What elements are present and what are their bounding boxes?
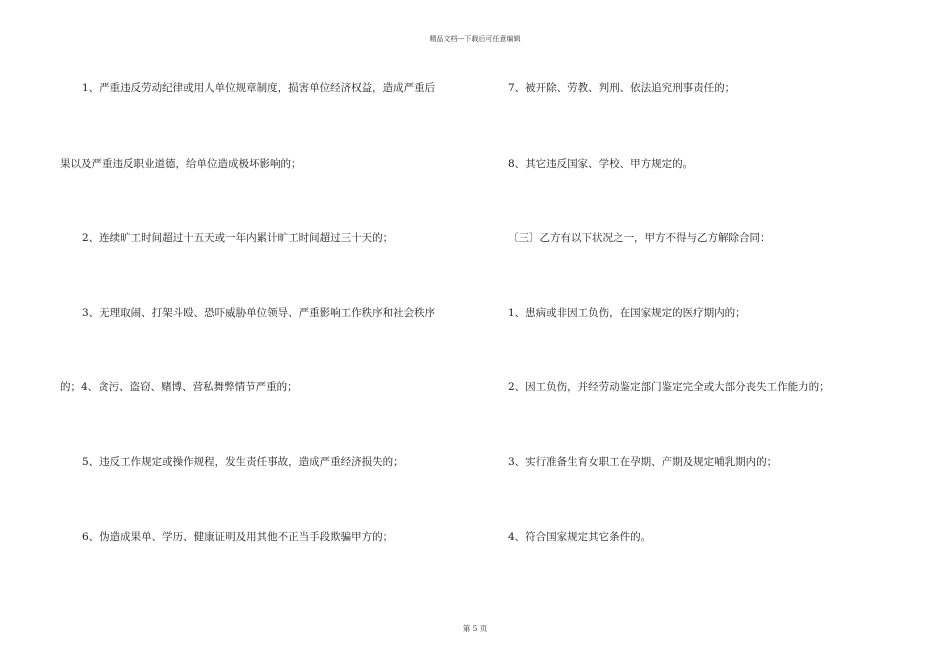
right-line-1: 7、被开除、劳教、判刑、依法追究刑事责任的； — [508, 82, 736, 94]
left-line-1: 1、严重违反劳动纪律或用人单位规章制度，损害单位经济权益，造成严重后 — [82, 82, 436, 94]
right-line-3: 〔三〕乙方有以下状况之一，甲方不得与乙方解除合同： — [508, 232, 771, 244]
right-line-6: 3、实行准备生育女职工在孕期、产期及规定哺乳期内的； — [508, 456, 778, 468]
page-number: 第 5 页 — [462, 624, 488, 633]
left-line-4: 3、无理取闹、打架斗殴、恐吓威胁单位领导、严重影响工作秩序和社会秩序 — [82, 307, 436, 319]
left-line-7: 6、伪造成果单、学历、健康证明及用其他不正当手段欺骗甲方的； — [82, 531, 394, 543]
right-line-2: 8、其它违反国家、学校、甲方规定的。 — [508, 158, 694, 170]
left-line-5: 的；4、贪污、盗窃、赌博、营私舞弊情节严重的； — [60, 381, 298, 393]
left-line-6: 5、违反工作规定或操作规程，发生责任事故，造成严重经济损失的； — [82, 456, 404, 468]
right-line-5: 2、因工负伤，并经劳动鉴定部门鉴定完全或大部分丧失工作能力的； — [508, 381, 830, 393]
right-line-4: 1、患病或非因工负伤，在国家规定的医疗期内的； — [508, 307, 746, 319]
left-line-2: 果以及严重违反职业道德，给单位造成极坏影响的； — [60, 158, 302, 170]
page-header: 精品文档---下载后可任意编辑 — [429, 35, 521, 43]
left-line-3: 2、连续旷工时间超过十五天或一年内累计旷工时间超过三十天的； — [82, 232, 394, 244]
right-line-7: 4、符合国家规定其它条件的。 — [508, 531, 652, 543]
